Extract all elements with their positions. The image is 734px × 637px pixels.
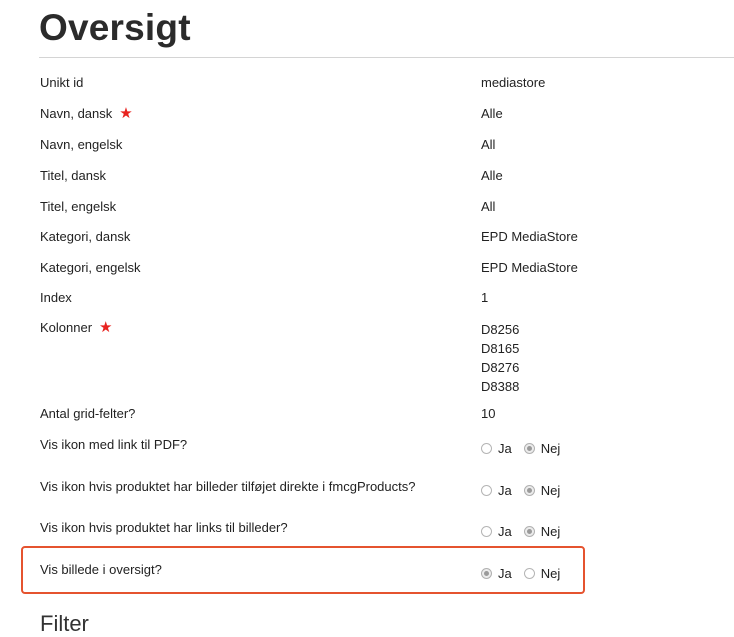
field-label: Navn, engelsk bbox=[40, 137, 123, 152]
field-label: Kategori, dansk bbox=[40, 229, 131, 244]
radio-group bbox=[481, 524, 572, 539]
field-label: Kategori, engelsk bbox=[40, 260, 141, 275]
radio-button[interactable] bbox=[524, 568, 535, 579]
field-value: All bbox=[481, 199, 496, 214]
field-label: Titel, engelsk bbox=[40, 199, 117, 214]
field-value: All bbox=[481, 137, 496, 152]
column-item: D8388 bbox=[481, 379, 520, 394]
field-label: Index bbox=[40, 290, 72, 305]
radio-button[interactable] bbox=[524, 526, 535, 537]
field-value: Alle bbox=[481, 168, 503, 183]
column-item: D8276 bbox=[481, 360, 520, 375]
field-value: mediastore bbox=[481, 75, 546, 90]
radio-button[interactable] bbox=[481, 568, 492, 579]
field-label: Kolonner ★ bbox=[40, 319, 113, 336]
radio-option-yes[interactable]: Ja bbox=[481, 524, 512, 539]
required-star-icon: ★ bbox=[99, 319, 113, 336]
column-item: D8256 bbox=[481, 322, 520, 337]
radio-option-yes[interactable]: Ja bbox=[481, 483, 512, 498]
radio-button[interactable] bbox=[524, 443, 535, 454]
required-star-icon: ★ bbox=[119, 105, 133, 122]
radio-option-no[interactable]: Nej bbox=[524, 441, 561, 456]
radio-option-no[interactable]: Nej bbox=[524, 566, 561, 581]
field-value: 1 bbox=[481, 290, 489, 305]
title-divider bbox=[39, 57, 734, 58]
radio-button[interactable] bbox=[481, 526, 492, 537]
field-value: EPD MediaStore bbox=[481, 229, 578, 244]
radio-option-yes[interactable]: Ja bbox=[481, 441, 512, 456]
radio-option-no[interactable]: Nej bbox=[524, 483, 561, 498]
field-value: 10 bbox=[481, 406, 496, 421]
field-value: EPD MediaStore bbox=[481, 260, 578, 275]
field-label: Unikt id bbox=[40, 75, 84, 90]
field-label: Navn, dansk ★ bbox=[40, 105, 133, 122]
page-title: Oversigt bbox=[39, 7, 191, 48]
field-value-list bbox=[481, 320, 519, 396]
column-item: D8165 bbox=[481, 341, 520, 356]
radio-group bbox=[481, 566, 572, 581]
field-value: Alle bbox=[481, 106, 503, 121]
radio-button[interactable] bbox=[524, 485, 535, 496]
radio-option-no[interactable]: Nej bbox=[524, 524, 561, 539]
toggle-label: Vis ikon hvis produktet har links til billeder? bbox=[40, 520, 288, 535]
toggle-label: Vis ikon hvis produktet har billeder tilføjet direkte i fmcgProducts? bbox=[40, 479, 416, 494]
field-label: Antal grid-felter? bbox=[40, 406, 136, 421]
toggle-label: Vis ikon med link til PDF? bbox=[40, 437, 188, 452]
section-title-filter: Filter bbox=[40, 611, 89, 636]
radio-group bbox=[481, 483, 572, 498]
field-label: Titel, dansk bbox=[40, 168, 106, 183]
radio-group bbox=[481, 441, 572, 456]
radio-option-yes[interactable]: Ja bbox=[481, 566, 512, 581]
radio-button[interactable] bbox=[481, 443, 492, 454]
radio-button[interactable] bbox=[481, 485, 492, 496]
toggle-label: Vis billede i oversigt? bbox=[40, 562, 162, 577]
